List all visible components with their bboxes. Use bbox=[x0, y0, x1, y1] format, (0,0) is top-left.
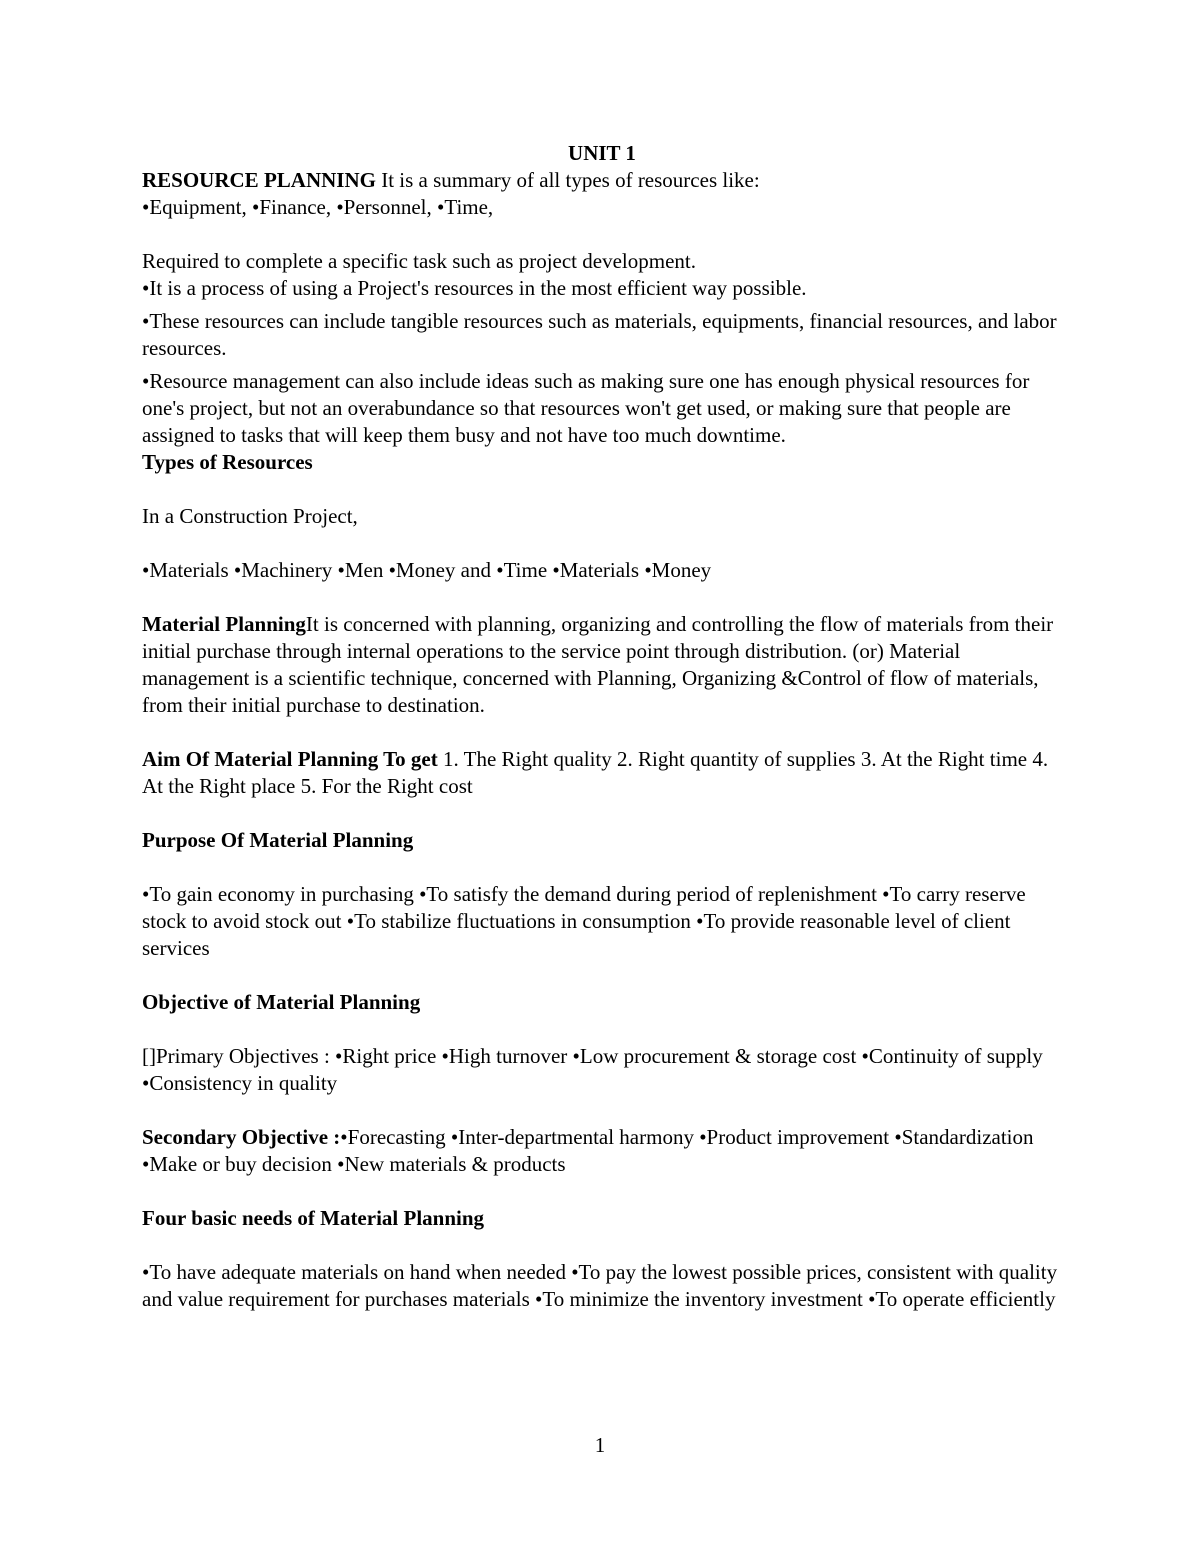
unit-title: UNIT 1 bbox=[568, 141, 636, 165]
purpose-text: •To gain economy in purchasing •To satisfy the demand during period of replenishment •To carry reserve stock to avoid stock out •To stabilize fluctuations in consumption •To provide reasonable level of client services bbox=[142, 882, 1026, 960]
construction-project-intro: In a Construction Project, bbox=[142, 504, 358, 528]
four-needs-text: •To have adequate materials on hand when needed •To pay the lowest possible prices, consistent with quality and value requirement for purchases materials •To minimize the inventory investment •To operate efficiently bbox=[142, 1260, 1058, 1311]
secondary-objectives-text: •Forecasting •Inter-departmental harmony •Product improvement •Standardization •Make or buy decision •New materials & products bbox=[142, 1125, 1034, 1176]
primary-objectives: []Primary Objectives : •Right price •High turnover •Low procurement & storage cost •Continuity of supply •Consistency in quality bbox=[142, 1044, 1043, 1095]
resource-bullet-1: •It is a process of using a Project's resources in the most efficient way possible. bbox=[142, 276, 807, 300]
resource-planning-heading: RESOURCE PLANNING bbox=[142, 168, 376, 192]
types-of-resources-heading bbox=[142, 449, 1062, 476]
resource-bullet-2: •These resources can include tangible resources such as materials, equipments, financial resources, and labor resources. bbox=[142, 309, 1057, 360]
material-planning-heading: Material Planning bbox=[142, 612, 306, 636]
types-of-resources-heading-text: Types of Resources bbox=[142, 450, 313, 474]
aim-paragraph bbox=[142, 746, 1062, 800]
aim-heading: Aim Of Material Planning To get bbox=[142, 747, 438, 771]
purpose-heading bbox=[142, 827, 1062, 854]
four-needs-heading-text: Four basic needs of Material Planning bbox=[142, 1206, 485, 1230]
secondary-objectives bbox=[142, 1124, 1062, 1178]
resource-types-list: •Materials •Machinery •Men •Money and •Time •Materials •Money bbox=[142, 558, 712, 582]
aim-text: 1. The Right quality 2. Right quantity of supplies 3. At the Right time 4. At the Right place 5. For the Right cost bbox=[142, 747, 1049, 798]
material-planning-text: It is concerned with planning, organizing and controlling the flow of materials from their initial purchase through internal operations to the service point through distribution. (or) Material management is a scientific technique, concerned with Planning, Organizing &Control of flow of materials, from their initial purchase to destination. bbox=[142, 612, 1054, 717]
page-number: 1 bbox=[594, 1433, 606, 1457]
resource-list: •Equipment, •Finance, •Personnel, •Time, bbox=[142, 195, 494, 219]
four-needs-heading bbox=[142, 1205, 1062, 1232]
resource-planning-intro bbox=[142, 167, 1062, 194]
resource-bullet-3: •Resource management can also include ideas such as making sure one has enough physical resources for one's project, but not an overabundance so that resources won't get used, or making sure that people are assigned to tasks that will keep them busy and not have too much downtime. bbox=[142, 369, 1030, 447]
secondary-objective-heading: Secondary Objective : bbox=[142, 1125, 341, 1149]
objective-heading-text: Objective of Material Planning bbox=[142, 990, 421, 1014]
resource-planning-intro-text: It is a summary of all types of resources like: bbox=[375, 168, 760, 192]
resource-required: Required to complete a specific task such as project development. bbox=[142, 249, 696, 273]
purpose-heading-text: Purpose Of Material Planning bbox=[142, 828, 414, 852]
document-page bbox=[142, 140, 1062, 1313]
objective-heading bbox=[142, 989, 1062, 1016]
material-planning-paragraph bbox=[142, 611, 1062, 719]
